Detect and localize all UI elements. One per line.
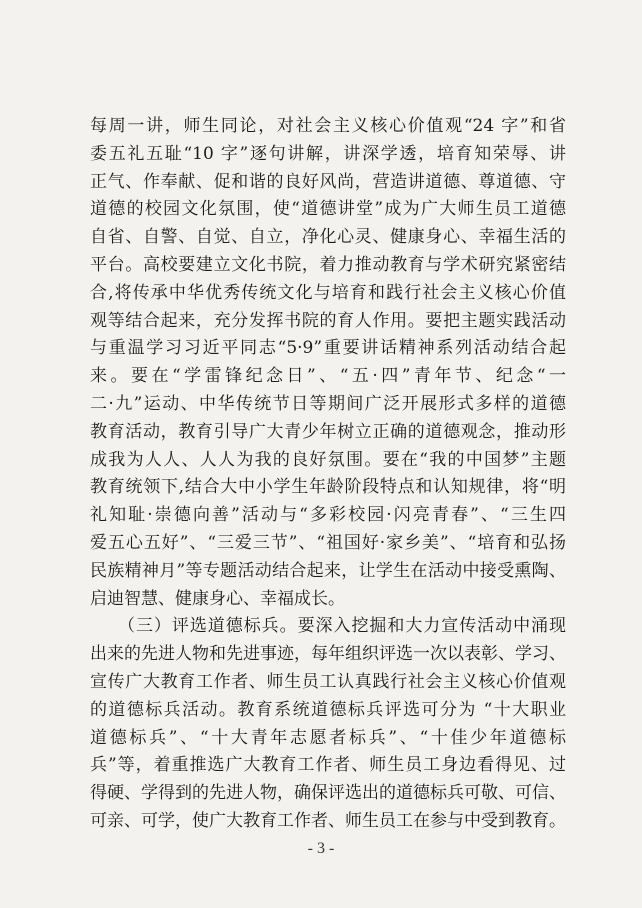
text-line: 合,将传承中华优秀传统文化与培育和践行社会主义核心价值 <box>90 282 566 303</box>
text-line: 委五礼五耻“10 字”逐句讲解，讲深学透，培育知荣辱、讲 <box>90 143 566 164</box>
text-line: 教育统领下,结合大中小学生年龄阶段特点和认知规律，将“明 <box>90 477 566 498</box>
text-line: 出来的先进人物和先进事迹，每年组织评选一次以表彰、学习、 <box>90 644 566 665</box>
text-line: 道德的校园文化氛围，使“道德讲堂”成为广大师生员工道德 <box>90 199 566 220</box>
text-line: 每周一讲，师生同论，对社会主义核心价值观“24 字”和省 <box>90 116 566 136</box>
text-line: 教育活动，教育引导广大青少年树立正确的道德观念，推动形 <box>90 421 566 442</box>
text-line: 兵”等，着重推选广大教育工作者、师生员工身边看得见、过 <box>90 755 566 776</box>
section-heading-line: （三）评选道德标兵。要深入挖掘和大力宣传活动中涌现 <box>118 616 566 637</box>
text-line: 民族精神月”等专题活动结合起来，让学生在活动中接受熏陶、 <box>90 560 566 581</box>
text-line: 礼知耻·崇德向善”活动与“多彩校园·闪亮青春”、“三生四 <box>90 505 566 526</box>
text-line: 平台。高校要建立文化书院，着力推动教育与学术研究紧密结 <box>90 255 566 275</box>
text-line: 正气、作奉献、促和谐的良好风尚，营造讲道德、尊道德、守 <box>90 171 566 192</box>
text-line: 道德标兵”、“十大青年志愿者标兵”、“十佳少年道德标 <box>90 727 566 748</box>
text-line: 得硬、学得到的先进人物，确保评选出的道德标兵可敬、可信、 <box>90 783 566 804</box>
text-line: 来。要在“学雷锋纪念日”、“五·四”青年节、纪念“一 <box>90 366 566 387</box>
text-line: 自省、自警、自觉、自立，净化心灵、健康身心、幸福生活的 <box>90 227 566 248</box>
text-line: 启迪智慧、健康身心、幸福成长。 <box>90 588 345 609</box>
text-line: 成我为人人、人人为我的良好氛围。要在“我的中国梦”主题 <box>90 449 566 470</box>
text-line: 二·九”运动、中华传统节日等期间广泛开展形式多样的道德 <box>90 394 566 414</box>
text-line: 与重温学习习近平同志“5·9”重要讲话精神系列活动结合起 <box>90 338 566 359</box>
text-line: 爱五心五好”、“三爱三节”、“祖国好·家乡美”、“培育和弘扬 <box>90 533 566 553</box>
text-line: 宣传广大教育工作者、师生员工认真践行社会主义核心价值观 <box>90 672 566 692</box>
page-number: - 3 - <box>307 840 335 857</box>
text-line: 的道德标兵活动。教育系统道德标兵评选可分为 “十大职业 <box>90 699 566 720</box>
text-line: 观等结合起来，充分发挥书院的育人作用。要把主题实践活动 <box>90 310 566 331</box>
text-line: 可亲、可学，使广大教育工作者、师生员工在参与中受到教育。 <box>90 811 566 831</box>
